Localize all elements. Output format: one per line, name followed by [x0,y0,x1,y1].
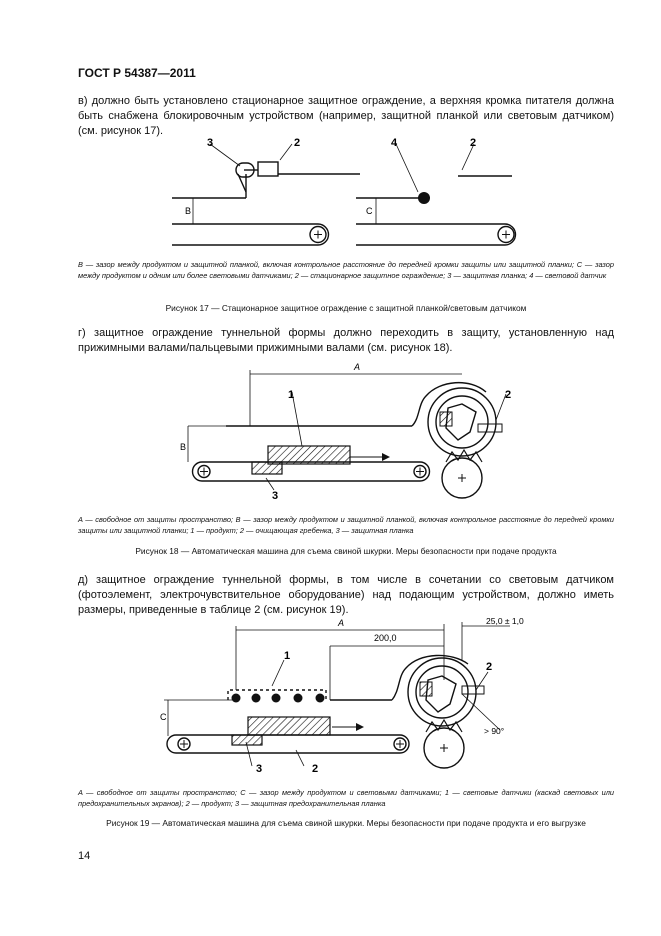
fig19-label-3: 3 [256,763,263,775]
fig19-dim-c: C [160,712,167,722]
paragraph-d: д) защитное ограждение туннельной формы, в том числе в сочетании со световым датчиком (фотоэлемент, электрочувствительное оборудование) над подающим устройством, должно иметь размеры, приведенные в таблице 2 (см. рисунок 19). [78,574,614,616]
fig17-dim-b: B [185,206,192,216]
fig17-label-2-left: 2 [294,137,301,149]
fig19-dim-200: 200,0 [374,633,397,643]
figure-17-legend: B — зазор между продуктом и защитной планкой, включая контрольное расстояние до передней кромки защиты или защитной планки; C — зазор между продуктом и одним или более световыми датчиками; 2 — стационарное защитное ограждение; 3 — защитная планка; 4 — световой датчик [78,260,614,280]
fig18-dim-a: A [354,362,361,372]
fig18-label-2: 2 [505,389,512,401]
page-number: 14 [78,850,91,862]
figure-17-caption: Рисунок 17 — Стационарное защитное ограждение с защитной планкой/световым датчиком [165,303,527,313]
document-header: ГОСТ Р 54387—2011 [78,66,196,80]
fig17-dim-c: C [366,206,373,216]
fig17-label-4: 4 [391,137,398,149]
fig18-dim-b: B [180,442,187,452]
fig18-label-1: 1 [288,389,295,401]
figure-18-legend: A — свободное от защиты пространство; B — зазор между продуктом и защитной планкой, включая контрольное расстояние до передней кромки защиты или защитной планки; 1 — продукт; 2 — очищающая гребенка, 3 — защитная планка [78,515,614,535]
figure-18-caption: Рисунок 18 — Автоматическая машина для съема свиной шкурки. Меры безопасности при подаче продукта [135,546,557,556]
fig19-angle: > 90° [484,726,505,736]
fig17-label-2-right: 2 [470,137,477,149]
paragraph-v: в) должно быть установлено стационарное защитное ограждение, а верхняя кромка питателя должна быть снабжена блокировочным устройством (например, защитной планкой или световым датчиком) (см. рисунок 17). [78,95,614,137]
fig19-dim-25: 25,0 ± 1,0 [486,616,524,626]
fig17-label-3: 3 [207,137,214,149]
paragraph-g: г) защитное ограждение туннельной формы должно переходить в защиту, установленную над прижимными валами/пальцевыми прижимными валами (см. рисунок 18). [78,327,614,354]
fig19-dim-a: A [338,618,345,628]
figure-19-caption: Рисунок 19 — Автоматическая машина для съема свиной шкурки. Меры безопасности при подаче продукта и его выгрузке [106,818,586,828]
fig18-label-3: 3 [272,490,279,502]
figure-19-legend: A — свободное от защиты пространство; C — зазор между продуктом и световыми датчиками; 1 — световые датчики (каскад световых или предохранительных экранов); 2 — продукт; 3 — защитная предохранительная планка [78,788,614,808]
fig19-label-2-right: 2 [486,661,493,673]
fig19-label-2-bottom: 2 [312,763,319,775]
fig19-label-1: 1 [284,650,291,662]
